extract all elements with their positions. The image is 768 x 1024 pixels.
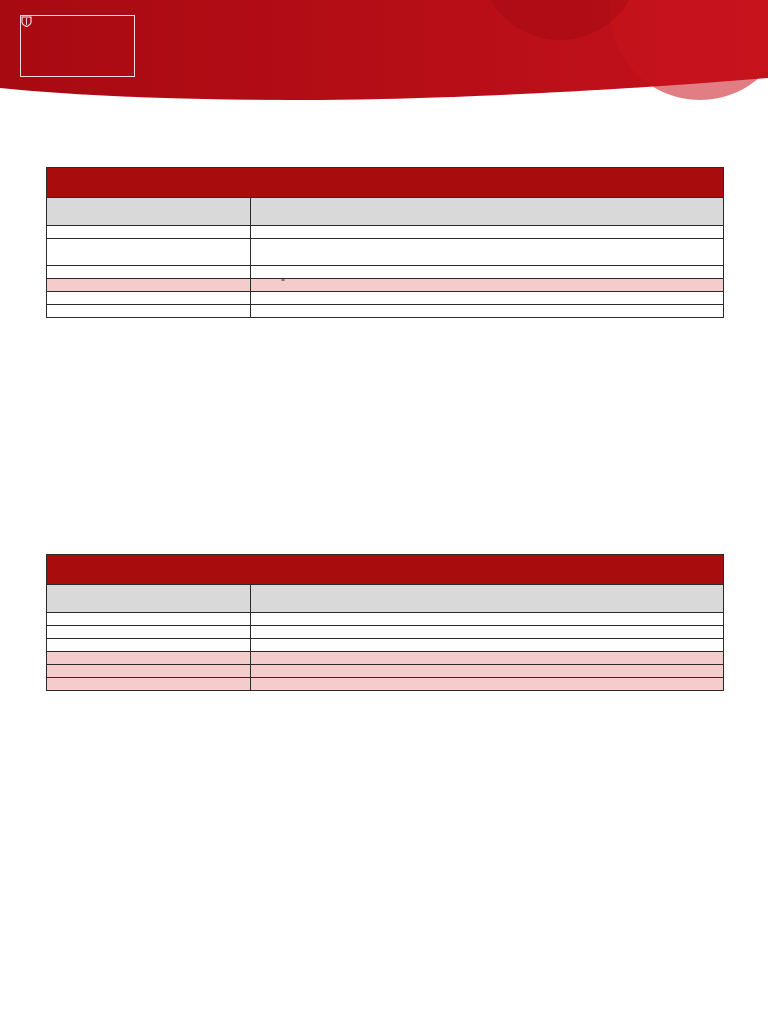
table-heading-row: [47, 555, 724, 585]
table-row: [47, 226, 724, 239]
column-header-event: [251, 198, 724, 226]
date-cell: [47, 279, 251, 292]
table-row-highlighted: [47, 665, 724, 678]
date-cell: [47, 639, 251, 652]
date-cell: [47, 678, 251, 691]
date-cell: [47, 305, 251, 318]
table-row: [47, 266, 724, 279]
event-cell: [251, 305, 724, 318]
date-cell: [47, 652, 251, 665]
table-row: [47, 292, 724, 305]
header-banner: [0, 0, 768, 110]
date-cell: [47, 626, 251, 639]
event-cell: [251, 279, 724, 292]
table-row: [47, 305, 724, 318]
event-cell: [251, 292, 724, 305]
event-cell: [251, 639, 724, 652]
event-cell: [251, 239, 724, 266]
date-cell: [47, 226, 251, 239]
crest-icon: [21, 16, 32, 27]
column-header-date: [47, 198, 251, 226]
table-row: [47, 639, 724, 652]
table-row: [47, 626, 724, 639]
column-header-date: [47, 585, 251, 613]
table-heading: [47, 555, 724, 585]
column-header-row: [47, 198, 724, 226]
school-logo[interactable]: [20, 15, 135, 77]
column-header-row: [47, 585, 724, 613]
event-cell: [251, 652, 724, 665]
table-heading: [47, 168, 724, 198]
table-row-highlighted: [47, 279, 724, 292]
date-cell: [47, 239, 251, 266]
date-cell: [47, 613, 251, 626]
event-cell: [251, 266, 724, 279]
table-row: [47, 239, 724, 266]
table-heading-row: [47, 168, 724, 198]
table-row-highlighted: [47, 678, 724, 691]
course-selection-table: [46, 167, 724, 318]
event-cell: [251, 626, 724, 639]
event-cell: [251, 613, 724, 626]
event-cell: [251, 678, 724, 691]
table-row: [47, 613, 724, 626]
table-row-highlighted: [47, 652, 724, 665]
date-cell: [47, 665, 251, 678]
event-cell: [251, 665, 724, 678]
date-cell: [47, 266, 251, 279]
column-header-event: [251, 585, 724, 613]
date-cell: [47, 292, 251, 305]
course-confirmation-table: [46, 554, 724, 691]
event-cell: [251, 226, 724, 239]
